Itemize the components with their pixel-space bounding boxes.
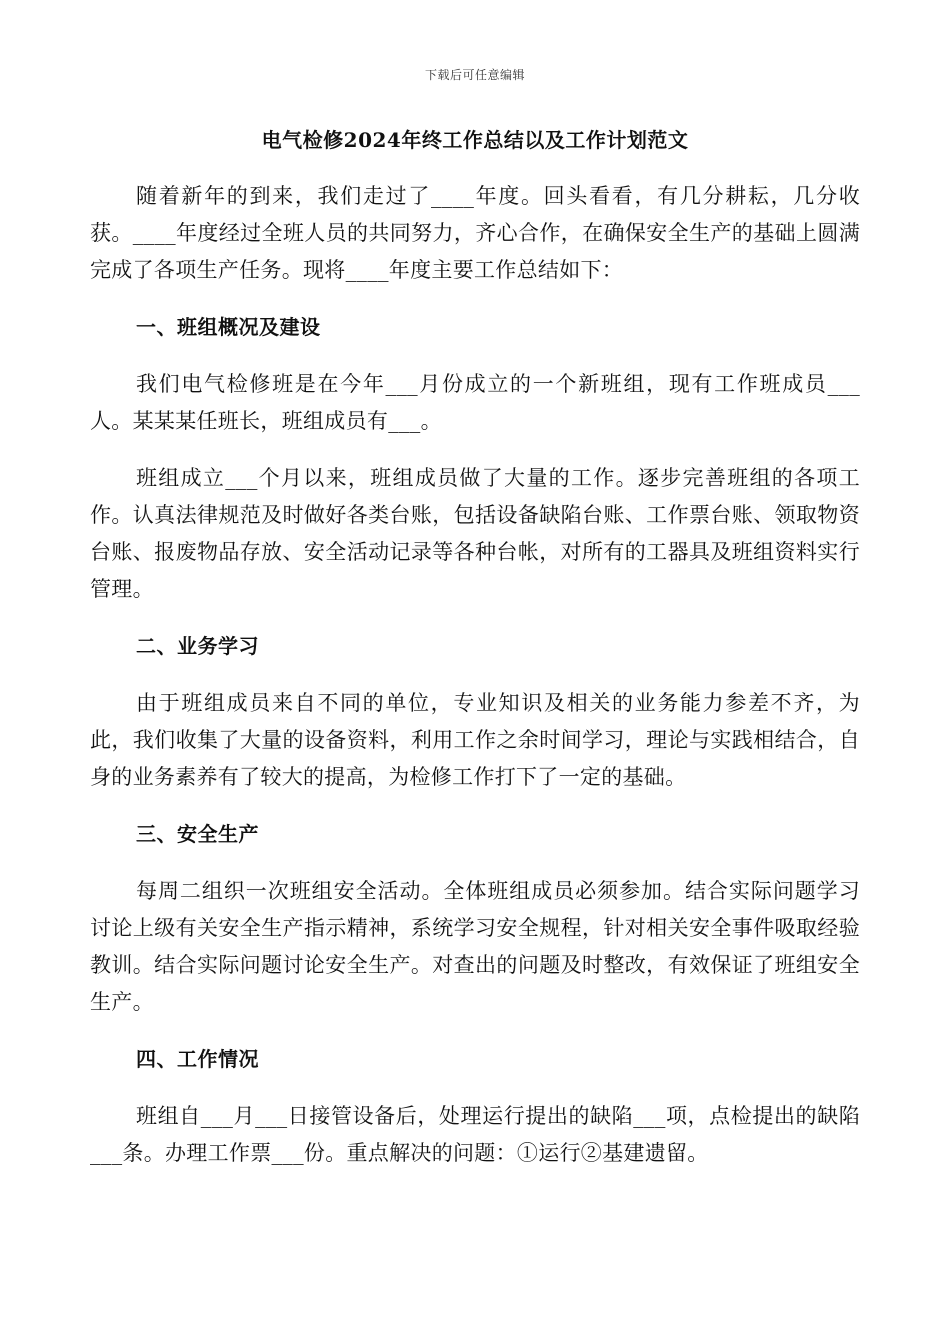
intro-paragraph: 随着新年的到来，我们走过了____年度。回头看看，有几分耕耘，几分收获。____年度经过全班人员的共同努力，齐心合作，在确保安全生产的基础上圆满完成了各项生产任务。现将____年度主要工作总结如下： [90,184,860,282]
section-heading-work: 四、工作情况 [136,1047,259,1071]
document-body [90,178,860,1192]
overview-paragraph-2: 班组成立___个月以来，班组成员做了大量的工作。逐步完善班组的各项工作。认真法律规范及时做好各类台账，包括设备缺陷台账、工作票台账、领取物资台账、报废物品存放、安全活动记录等各种台帐，对所有的工器具及班组资料实行管理。 [90,466,860,601]
header-note: 下载后可任意编辑 [424,68,525,82]
work-paragraph: 班组自___月___日接管设备后，处理运行提出的缺陷___项，点检提出的缺陷___条。办理工作票___份。重点解决的问题：①运行②基建遗留。 [90,1104,860,1165]
document-title: 电气检修2024年终工作总结以及工作计划范文 [261,128,689,152]
section-heading-overview: 一、班组概况及建设 [136,315,321,339]
section-heading-study: 二、业务学习 [136,634,259,658]
study-paragraph: 由于班组成员来自不同的单位，专业知识及相关的业务能力参差不齐，为此，我们收集了大量的设备资料，利用工作之余时间学习，理论与实践相结合，自身的业务素养有了较大的提高，为检修工作打下了一定的基础。 [90,691,860,789]
safety-paragraph: 每周二组织一次班组安全活动。全体班组成员必须参加。结合实际问题学习讨论上级有关安全生产指示精神，系统学习安全规程，针对相关安全事件吸取经验教训。结合实际问题讨论安全生产。对查出的问题及时整改，有效保证了班组安全生产。 [90,879,860,1014]
section-heading-safety: 三、安全生产 [136,822,259,846]
overview-paragraph-1: 我们电气检修班是在今年___月份成立的一个新班组，现有工作班成员___人。某某某任班长，班组成员有___。 [90,372,860,433]
